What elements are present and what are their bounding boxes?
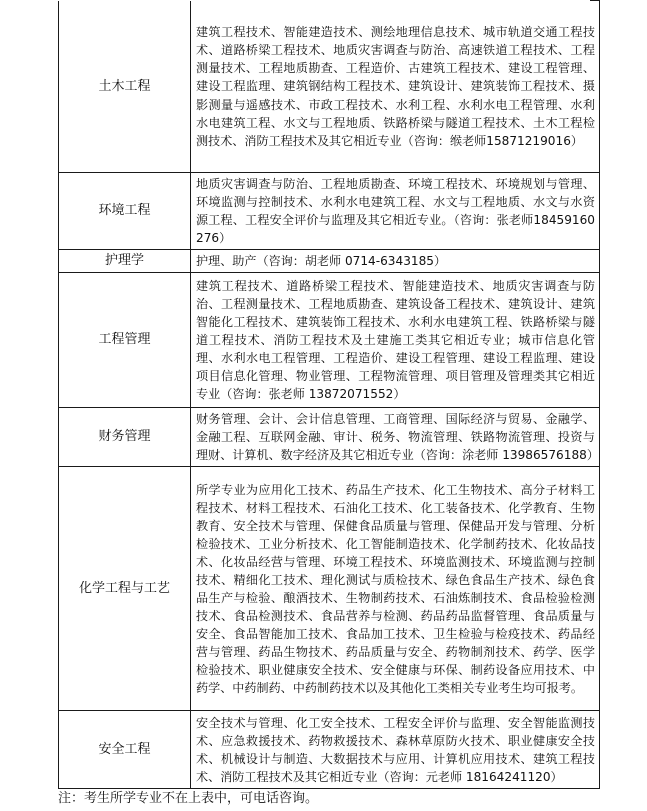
category-cell: 护理学 (59, 250, 191, 273)
table-row (59, 1, 600, 173)
table-row (59, 408, 600, 467)
majors-cell: 建筑工程技术、道路桥梁工程技术、智能建造技术、地质灾害调查与防治、工程测量技术、工程地质勘查、建筑设备工程技术、建筑设计、建筑智能化工程技术、建筑装饰工程技术、水利水电建筑工程、铁路桥梁与隧道工程技术、消防工程技术及土建施工类其它相近专业；城市信息化管理、水利水电工程管理、工程造价、建设工程管理、建设工程监理、建设项目信息化管理、物业管理、工程物流管理、项目管理及管理类其它相近专业（咨询：张老师 13872071552） (191, 273, 600, 408)
table-row (59, 173, 600, 250)
majors-cell: 地质灾害调查与防治、工程地质勘查、环境工程技术、环境规划与管理、环境监测与控制技术、水利水电建筑工程、水文与工程地质、水文与水资源工程、工程安全评价与监理及其它相近专业。（咨询：张老师18459160276） (191, 173, 600, 250)
category-cell: 工程管理 (59, 273, 191, 408)
category-cell: 财务管理 (59, 408, 191, 467)
table-row (59, 711, 600, 789)
table-row (59, 273, 600, 408)
majors-cell: 护理、助产（咨询：胡老师 0714-6343185） (191, 250, 600, 273)
majors-cell: 财务管理、会计、会计信息管理、工商管理、国际经济与贸易、金融学、金融工程、互联网金融、审计、税务、物流管理、铁路物流管理、投资与理财、计算机、数字经济及其它相近专业（咨询：涂老师 13986576188） (191, 408, 600, 467)
category-cell: 化学工程与工艺 (59, 467, 191, 711)
footnote: 注：考生所学专业不在上表中，可电话咨询。 (58, 791, 319, 806)
majors-cell: 安全技术与管理、化工安全技术、工程安全评价与监理、安全智能监测技术、应急救援技术、药物救援技术、森林草原防火技术、职业健康安全技术、机械设计与制造、大数据技术与应用、计算机应用技术、建筑工程技术、消防工程技术及其它相近专业（咨询：元老师 18164241120） (191, 711, 600, 789)
category-cell: 环境工程 (59, 173, 191, 250)
category-cell: 安全工程 (59, 711, 191, 789)
majors-table (58, 0, 600, 789)
table-row (59, 250, 600, 273)
page-top-edge (58, 0, 590, 1)
table-row (59, 467, 600, 711)
majors-cell: 建筑工程技术、智能建造技术、测绘地理信息技术、城市轨道交通工程技术、道路桥梁工程技术、地质灾害调查与防治、高速铁道工程技术、工程测量技术、工程地质勘查、工程造价、古建筑工程技术、建设工程管理、建设工程监理、建筑钢结构工程技术、建筑设计、建筑装饰工程技术、摄影测量与遥感技术、市政工程技术、水利工程、水利水电工程管理、水利水电建筑工程、水文与工程地质、铁路桥梁与隧道工程技术、土木工程检测技术、消防工程技术及其它相近专业（咨询：缑老师15871219016） (191, 1, 600, 173)
category-cell: 土木工程 (59, 1, 191, 173)
majors-cell: 所学专业为应用化工技术、药品生产技术、化工生物技术、高分子材料工程技术、材料工程技术、石油化工技术、化工装备技术、化学教育、生物教育、安全技术与管理、保健食品质量与管理、保健品开发与管理、分析检验技术、工业分析技术、化工智能制造技术、化学制药技术、化妆品技术、化妆品经营与管理、环境工程技术、环境监测技术、环境监测与控制技术、精细化工技术、理化测试与质检技术、绿色食品生产技术、绿色食品生产与检验、酿酒技术、生物制药技术、石油炼制技术、食品检验检测技术、食品检测技术、食品营养与检测、药品药品监督管理、食品质量与安全、食品智能加工技术、食品加工技术、卫生检验与检疫技术、药品经营与管理、药品生物技术、药品质量与安全、药物制剂技术、药学、医学检验技术、职业健康安全技术、安全健康与环保、制药设备应用技术、中药学、中药制药、中药制药技术以及其他化工类相关专业考生均可报考。 (191, 467, 600, 711)
